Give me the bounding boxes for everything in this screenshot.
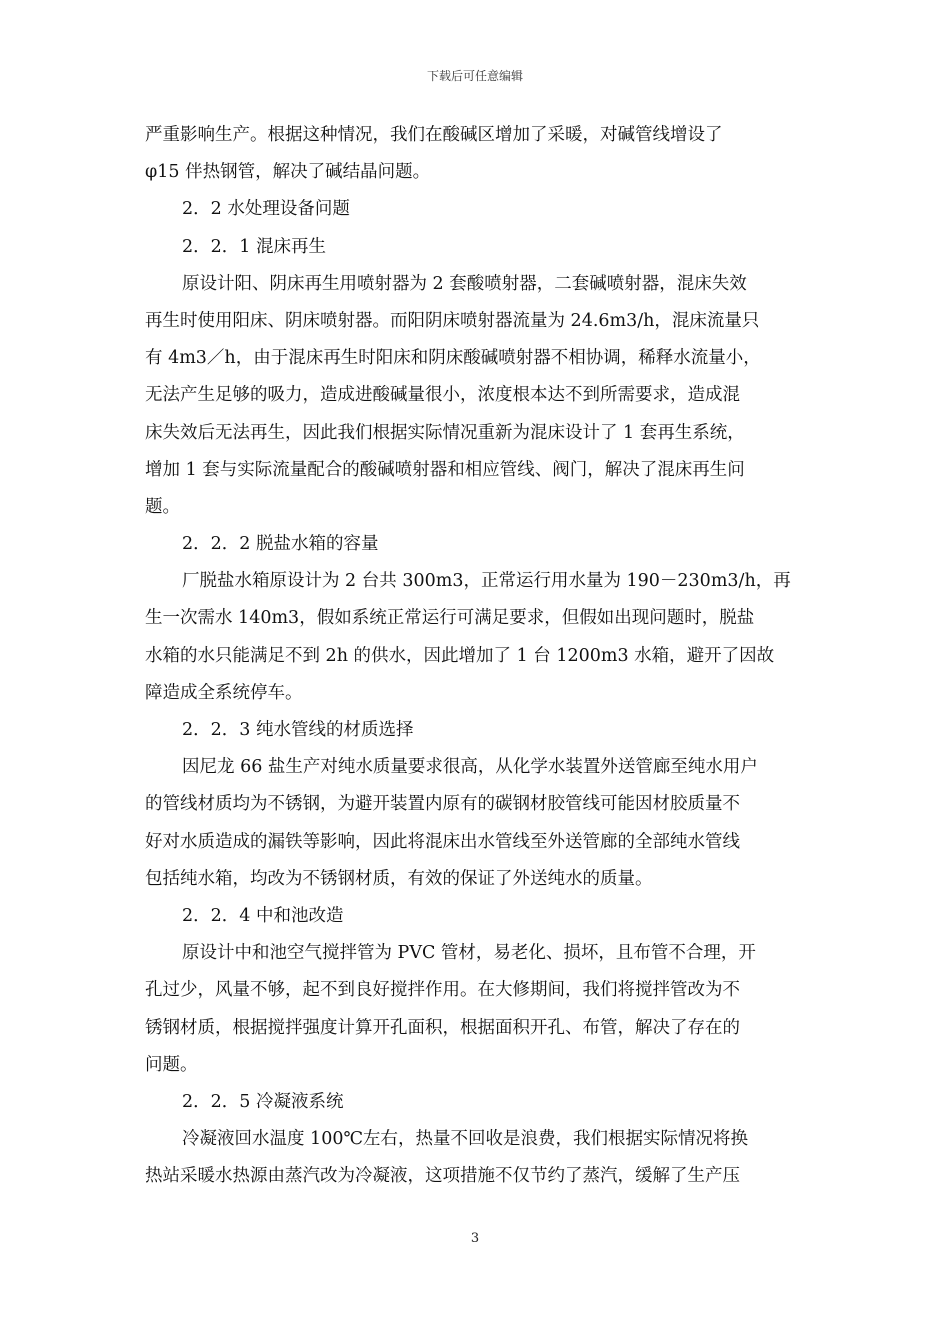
- text-line: 孔过少，风量不够，起不到良好搅拌作用。在大修期间，我们将搅拌管改为不: [145, 980, 740, 1001]
- text-line: 2．2．5 冷凝液系统: [182, 1091, 344, 1112]
- text-line: 2．2．2 脱盐水箱的容量: [182, 534, 379, 555]
- text-line: 再生时使用阳床、阴床喷射器。而阳阴床喷射器流量为 24.6m3/h，混床流量只: [145, 310, 760, 331]
- text-line: 2．2 水处理设备问题: [182, 199, 350, 220]
- text-line: 厂脱盐水箱原设计为 2 台共 300m3，正常运行用水量为 190－230m3/h，再: [182, 571, 791, 592]
- text-line: 原设计阳、阴床再生用喷射器为 2 套酸喷射器，二套碱喷射器，混床失效: [182, 273, 747, 294]
- text-line: 增加 1 套与实际流量配合的酸碱喷射器和相应管线、阀门，解决了混床再生问: [145, 459, 745, 480]
- text-line: 包括纯水箱，均改为不锈钢材质，有效的保证了外送纯水的质量。: [145, 868, 653, 889]
- text-line: 2．2．1 混床再生: [182, 236, 326, 257]
- text-line: 原设计中和池空气搅拌管为 PVC 管材，易老化、损坏，且布管不合理，开: [182, 943, 756, 964]
- text-line: 2．2．4 中和池改造: [182, 905, 344, 926]
- page-header: 下载后可任意编辑: [426, 69, 523, 83]
- text-line: 的管线材质均为不锈钢，为避开装置内原有的碳钢材胶管线可能因材胶质量不: [145, 794, 740, 815]
- text-line: 障造成全系统停车。: [145, 682, 303, 703]
- text-line: 题。: [145, 496, 180, 517]
- text-line: 问题。: [145, 1054, 198, 1075]
- text-line: 锈钢材质，根据搅拌强度计算开孔面积，根据面积开孔、布管，解决了存在的: [145, 1017, 740, 1038]
- text-line: 2．2．3 纯水管线的材质选择: [182, 720, 414, 740]
- document-body: [145, 117, 807, 1195]
- text-line: φ15 伴热钢管，解决了碱结晶问题。: [145, 162, 431, 183]
- text-line: 热站采暖水热源由蒸汽改为冷凝液，这项措施不仅节约了蒸汽，缓解了生产压: [145, 1166, 740, 1187]
- text-line: 床失效后无法再生，因此我们根据实际情况重新为混床设计了 1 套再生系统，: [145, 422, 745, 443]
- text-line: 有 4m3／h，由于混床再生时阳床和阴床酸碱喷射器不相协调，稀释水流量小，: [145, 348, 761, 369]
- text-line: 严重影响生产。根据这种情况，我们在酸碱区增加了采暖，对碱管线增设了: [145, 125, 723, 145]
- text-line: 生一次需水 140m3，假如系统正常运行可满足要求，但假如出现问题时，脱盐: [145, 608, 755, 629]
- text-line: 好对水质造成的漏铁等影响，因此将混床出水管线至外送管廊的全部纯水管线: [145, 831, 740, 852]
- text-line: 无法产生足够的吸力，造成进酸碱量很小，浓度根本达不到所需要求，造成混: [145, 385, 740, 406]
- text-line: 因尼龙 66 盐生产对纯水质量要求很高，从化学水装置外送管廊至纯水用户: [182, 757, 758, 778]
- text-line: 冷凝液回水温度 100℃左右，热量不回收是浪费，我们根据实际情况将换: [182, 1129, 749, 1150]
- text-line: 水箱的水只能满足不到 2h 的供水，因此增加了 1 台 1200m3 水箱，避开了因故: [145, 645, 775, 666]
- page-number: 3: [470, 1231, 480, 1246]
